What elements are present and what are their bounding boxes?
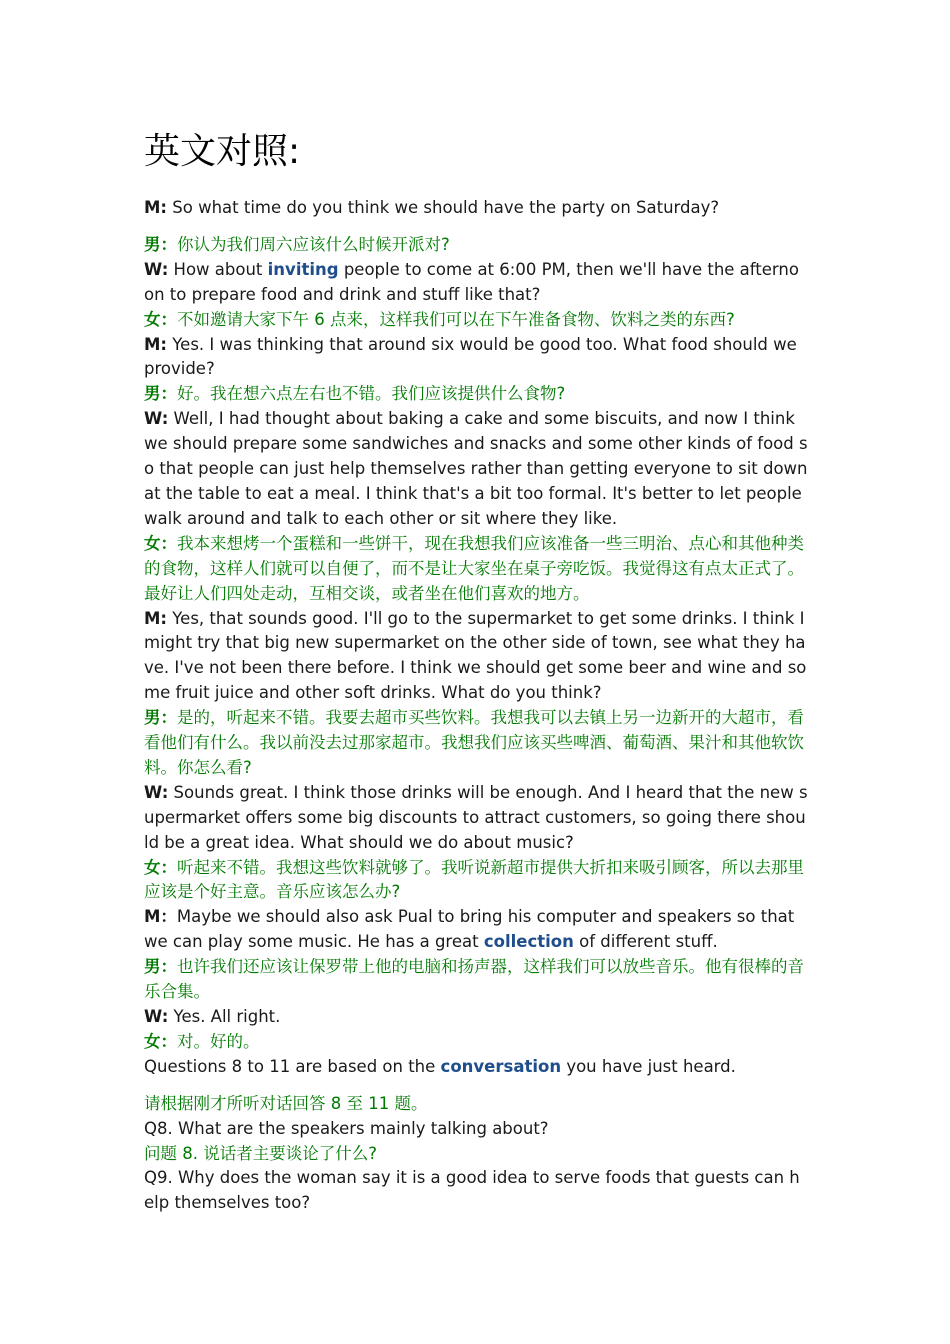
english-line [144, 781, 808, 856]
english-line [144, 258, 808, 308]
english-line [144, 196, 808, 221]
english-line [144, 1055, 808, 1080]
line-text: 你认为我们周六应该什么时候开派对? [177, 234, 450, 254]
speaker-label: 女 [144, 857, 161, 877]
english-line [144, 407, 808, 532]
keyword-highlight: inviting [267, 259, 339, 279]
speaker-label: 男 [144, 957, 161, 977]
speaker-label: 男 [144, 234, 161, 254]
line-text: Questions 8 to 11 are based on the [144, 1056, 441, 1076]
speaker-separator: ： [160, 384, 177, 404]
line-text: Well, I had thought about baking a cake and some biscuits, and now I think we should prepare some sandwiches and snacks and some other kinds of food so that people can just help themselves rather than getting everyone to sit down at the table to eat a meal. I think that's a bit too formal. It's better to let people walk around and talk to each other or sit where they like. [144, 409, 808, 528]
speaker-separator: : [160, 198, 168, 217]
speaker-label: 男 [144, 384, 161, 404]
english-line [144, 1117, 808, 1142]
speaker-label: W [144, 1007, 162, 1026]
line-text: So what time do you think we should have the party on Saturday? [167, 198, 720, 217]
line-text: 也许我们还应该让保罗带上他的电脑和扬声器，这样我们可以放些音乐。他有很棒的音乐合集。 [144, 957, 804, 1002]
chinese-line [144, 955, 808, 1005]
english-line [144, 1166, 808, 1216]
chinese-line [144, 308, 808, 333]
chinese-line [144, 532, 808, 607]
speaker-separator: ： [160, 533, 177, 553]
line-text: Yes, that sounds good. I'll go to the supermarket to get some drinks. I think I might try that big new supermarket on the other side of town, see what they have. I've not been there before. I think we should get some beer and wine and some fruit juice and other soft drinks. What do you think? [144, 608, 807, 703]
speaker-separator: ： [160, 957, 177, 977]
english-line [144, 905, 808, 955]
chinese-line [144, 1030, 808, 1055]
english-line [144, 1005, 808, 1030]
speaker-separator: : [161, 782, 169, 802]
line-text: of different stuff. [573, 932, 718, 952]
chinese-line [144, 233, 808, 258]
line-text: Yes. All right. [168, 1007, 281, 1026]
chinese-line [144, 706, 808, 781]
english-line [144, 333, 808, 383]
speaker-separator: : [161, 1007, 169, 1026]
speaker-separator: ： [160, 907, 177, 927]
line-text: 我本来想烤一个蛋糕和一些饼干，现在我想我们应该准备一些三明治、点心和其他种类的食物，这样人们就可以自便了，而不是让大家坐在桌子旁吃饭。我觉得这有点太正式了。最好让人们四处走动，互相交谈，或者坐在他们喜欢的地方。 [144, 533, 804, 603]
line-text: 听起来不错。我想这些饮料就够了。我听说新超市提供大折扣来吸引顾客，所以去那里应该是个好主意。音乐应该怎么办? [144, 857, 804, 902]
keyword-highlight: conversation [440, 1056, 562, 1076]
line-text: 请根据刚才所听对话回答 8 至 11 题。 [144, 1093, 428, 1113]
line-text: 好。我在想六点左右也不错。我们应该提供什么食物? [177, 384, 566, 404]
line-text: Q8. What are the speakers mainly talking about? [144, 1118, 549, 1138]
line-text: 不如邀请大家下午 6 点来，这样我们可以在下午准备食物、饮料之类的东西? [177, 309, 735, 329]
speaker-separator: : [160, 608, 168, 628]
speaker-separator: ： [160, 309, 177, 329]
chinese-line [144, 1142, 808, 1167]
speaker-separator: : [161, 259, 169, 279]
speaker-label: 女 [144, 309, 161, 329]
english-line [144, 607, 808, 707]
dialogue-body [144, 196, 808, 1216]
line-text: 是的，听起来不错。我要去超市买些饮料。我想我可以去镇上另一边新开的大超市，看看他们有什么。我以前没去过那家超市。我想我们应该买些啤酒、葡萄酒、果汁和其他软饮料。你怎么看? [144, 708, 804, 777]
line-text: 对。好的。 [177, 1031, 260, 1051]
speaker-label: W [144, 782, 162, 802]
line-text: people to come at 6:00 PM, then we'll have the afternoon to prepare food and drink and stuff like that? [144, 259, 799, 304]
speaker-label: M [144, 334, 161, 354]
speaker-separator: ： [160, 1031, 177, 1051]
speaker-separator: : [161, 409, 169, 429]
speaker-label: M [144, 198, 161, 217]
page-title: 英文对照: [144, 131, 301, 172]
speaker-label: 女 [144, 533, 161, 553]
chinese-line [144, 382, 808, 407]
speaker-label: M [144, 907, 161, 927]
speaker-label: 男 [144, 708, 161, 728]
speaker-separator: : [160, 334, 168, 354]
line-text: Q9. Why does the woman say it is a good idea to serve foods that guests can help themselves too? [144, 1168, 800, 1213]
speaker-label: W [144, 409, 162, 429]
keyword-highlight: collection [483, 932, 574, 952]
speaker-separator: ： [160, 857, 177, 877]
speaker-label: W [144, 259, 162, 279]
line-text: Yes. I was thinking that around six would be good too. What food should we provide? [144, 334, 797, 379]
chinese-line [144, 856, 808, 906]
speaker-label: 女 [144, 1031, 161, 1051]
line-text: you have just heard. [561, 1056, 736, 1076]
speaker-label: M [144, 608, 161, 628]
speaker-separator: ： [160, 708, 177, 728]
line-text: 问题 8. 说话者主要谈论了什么? [144, 1143, 377, 1163]
speaker-separator: ： [160, 234, 177, 254]
line-text: Maybe we should also ask Pual to bring his computer and speakers so that we can play some music. He has a great [144, 907, 795, 952]
line-text: How about [168, 259, 268, 279]
chinese-line [144, 1092, 808, 1117]
line-text: Sounds great. I think those drinks will be enough. And I heard that the new supermarket offers some big discounts to attract customers, so going there should be a great idea. What should we do about music? [144, 782, 808, 852]
